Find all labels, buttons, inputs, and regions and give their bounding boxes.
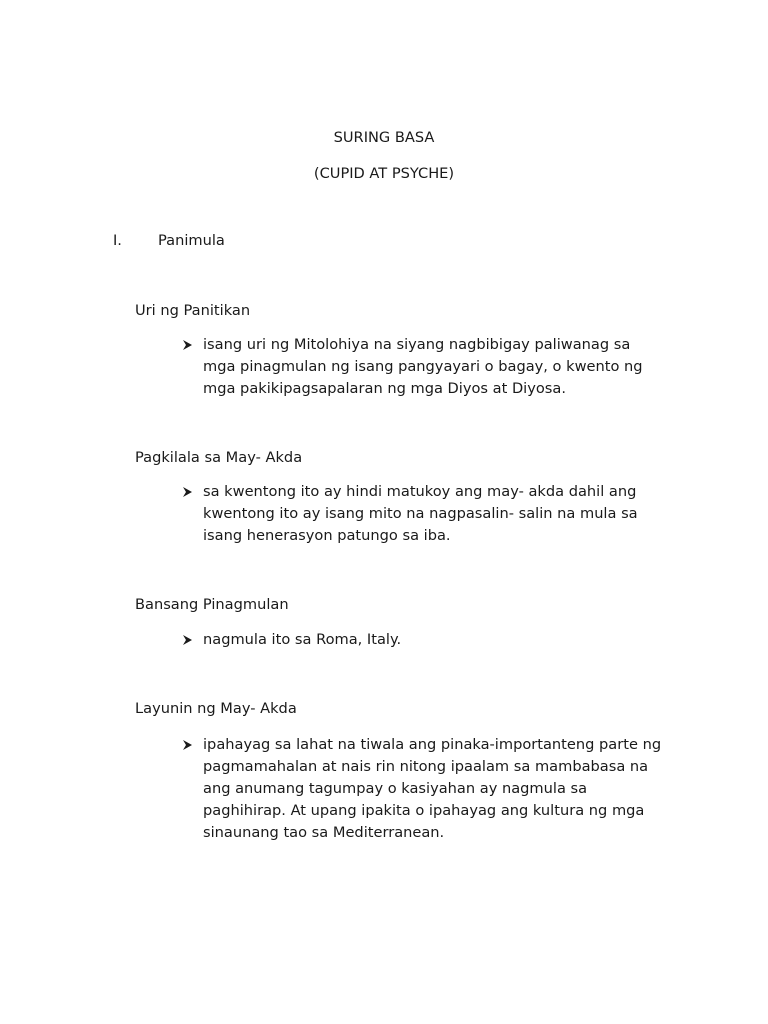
bullet-item-bansa: [182, 629, 662, 651]
bullet-text: isang uri ng Mitolohiya na siyang nagbibigay paliwanag sa mga pinagmulan ng isang pangyayari o bagay, o kwento ng mga pakikipagsapalaran ng mga Diyos at Diyosa.: [203, 336, 643, 397]
arrowhead-bullet-icon: [182, 739, 193, 751]
arrowhead-bullet-icon: [182, 634, 193, 646]
subsection-heading-bansa: Bansang Pinagmulan: [135, 596, 289, 613]
arrowhead-bullet-icon: [182, 486, 193, 498]
bullet-text: ipahayag sa lahat na tiwala ang pinaka-importanteng parte ng pagmamahalan at nais rin nitong ipaalam sa mambabasa na ang anumang tagumpay o kasiyahan ay nagmula sa paghihirap. At upang ipakita o ipahayag ang kultura ng mga sinaunang tao sa Mediterranean.: [203, 736, 662, 841]
subsection-heading-uri: Uri ng Panitikan: [135, 302, 251, 319]
bullet-text: sa kwentong ito ay hindi matukoy ang may- akda dahil ang kwentong ito ay isang mito na nagpasalin- salin na mula sa isang henerasyon patungo sa iba.: [203, 483, 638, 544]
document-subtitle: (CUPID AT PSYCHE): [313, 165, 455, 182]
bullet-item-layunin: [182, 734, 662, 844]
document-title: SURING BASA: [333, 129, 435, 146]
bullet-item-uri: [182, 334, 662, 400]
arrowhead-bullet-icon: [182, 339, 193, 351]
section-number: I.: [113, 232, 122, 249]
subsection-heading-layunin: Layunin ng May- Akda: [135, 700, 297, 717]
bullet-text: nagmula ito sa Roma, Italy.: [203, 631, 402, 648]
section-title: Panimula: [158, 232, 225, 249]
bullet-item-pagkilala: [182, 481, 662, 547]
subsection-heading-pagkilala: Pagkilala sa May- Akda: [135, 449, 303, 466]
